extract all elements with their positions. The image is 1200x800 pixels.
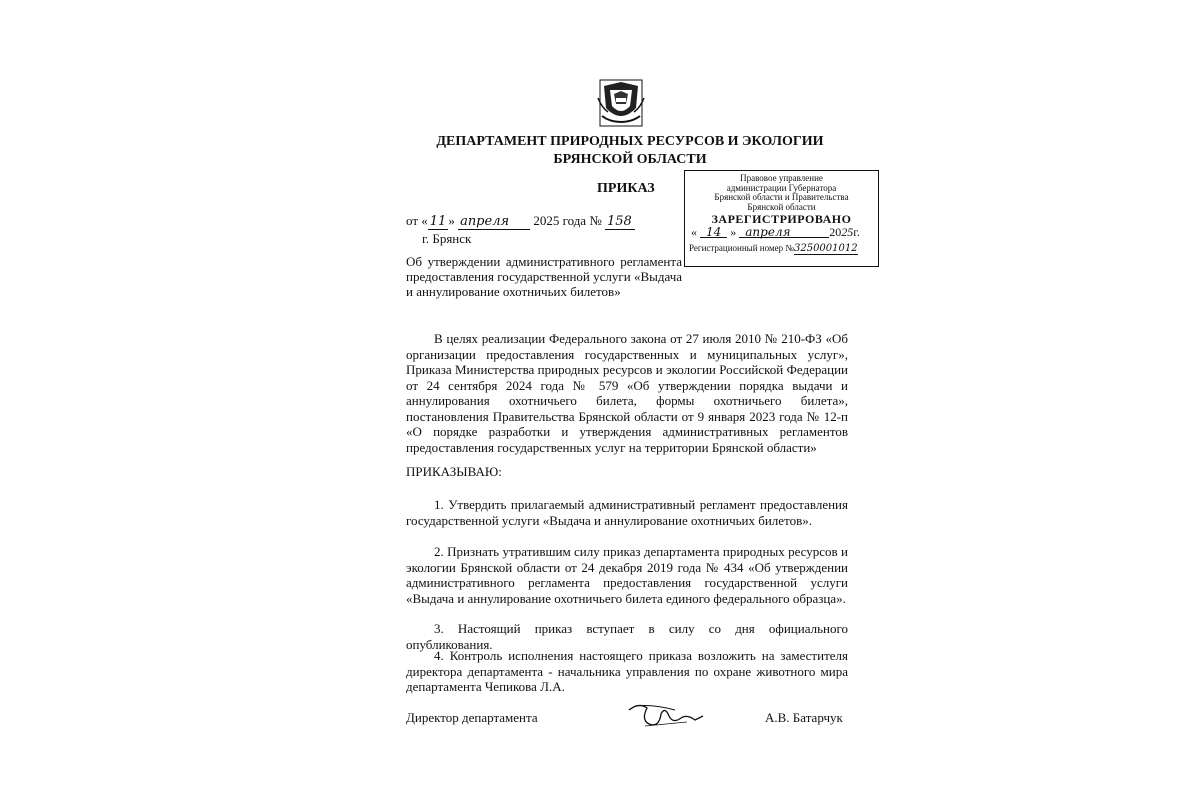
signatory-position: Директор департамента bbox=[406, 710, 538, 725]
order-title: ПРИКАЗ bbox=[597, 181, 655, 196]
order-item-4: 4. Контроль исполнения настоящего приказа возложить на заместителя директора департамента - начальника управления по охране животного мира департамента Чепикова Л.А. bbox=[406, 648, 848, 694]
order-date-day: 11 bbox=[429, 214, 447, 229]
stamp-date bbox=[685, 224, 878, 239]
department-title-line2: БРЯНСКОЙ ОБЛАСТИ bbox=[553, 152, 707, 167]
order-date-line bbox=[406, 213, 635, 230]
stamp-registered: ЗАРЕГИСТРИРОВАНО bbox=[711, 212, 852, 226]
stamp-date-day: 14 bbox=[700, 228, 727, 239]
order-date-prefix: от « bbox=[406, 213, 428, 228]
coat-of-arms-emblem bbox=[596, 78, 646, 128]
stamp-org-line1: Правовое управление bbox=[740, 173, 823, 183]
stamp-year-prefix: 20 bbox=[829, 224, 842, 239]
stamp-reg-number: 3250001012 bbox=[793, 243, 858, 254]
handwritten-signature bbox=[625, 700, 705, 730]
stamp-date-close: » bbox=[730, 224, 737, 239]
stamp-org-line4: Брянской области bbox=[747, 201, 816, 212]
department-title-line1: ДЕПАРТАМЕНТ ПРИРОДНЫХ РЕСУРСОВ И ЭКОЛОГИИ bbox=[436, 134, 824, 149]
order-date-year: 2025 года № bbox=[533, 213, 602, 228]
decree-word: ПРИКАЗЫВАЮ: bbox=[406, 464, 502, 479]
stamp-org-line3: Брянской области и Правительства bbox=[714, 192, 849, 202]
stamp-year-end: г. bbox=[853, 224, 860, 239]
stamp-year-suffix: 25 bbox=[841, 224, 854, 239]
signatory-name: А.В. Батарчук bbox=[765, 710, 843, 725]
order-number: 158 bbox=[605, 215, 635, 230]
order-item-1: 1. Утвердить прилагаемый административный регламент предоставления государственной услуги «Выдача и аннулирование охотничьих билетов». bbox=[406, 497, 848, 528]
order-city: г. Брянск bbox=[422, 231, 472, 246]
stamp-reg-label: Регистрационный номер № bbox=[689, 243, 794, 253]
order-item-2: 2. Признать утратившим силу приказ департамента природных ресурсов и экологии Брянской области от 24 декабря 2019 года № 434 «Об утверждении административного регламента предоставления государственной услуги «Выдача и аннулирование охотничьего билета единого федерального образца». bbox=[406, 544, 848, 606]
registration-stamp bbox=[684, 170, 879, 267]
stamp-reg-number-line bbox=[685, 244, 878, 254]
stamp-org-line2: администрации Губернатора bbox=[726, 182, 837, 193]
order-date-month: апреля bbox=[458, 215, 530, 230]
preamble-paragraph: В целях реализации Федерального закона от 27 июля 2010 № 210-ФЗ «Об организации предоставления государственных и муниципальных услуг», Приказа Министерства природных ресурсов и экологии Российской Федерации от 24 сентября 2024 года № 579 «Об утверждении порядка выдачи и аннулирования охотничьего билета, формы охотничьего билета», постановления Правительства Брянской области от 9 января 2023 года № 12-п «О порядке разработки и утверждения административных регламентов предоставления государственных услуг на территории Брянской области» bbox=[406, 331, 848, 455]
order-subject: Об утверждении административного регламента предоставления государственной услуги «Выдача и аннулирование охотничьих билетов» bbox=[406, 254, 683, 299]
stamp-date-open: « bbox=[691, 224, 697, 239]
order-item-3: 3. Настоящий приказ вступает в силу со дня официального опубликования. bbox=[406, 621, 848, 652]
stamp-date-month: апреля bbox=[739, 228, 829, 239]
order-date-mid: » bbox=[448, 213, 455, 228]
